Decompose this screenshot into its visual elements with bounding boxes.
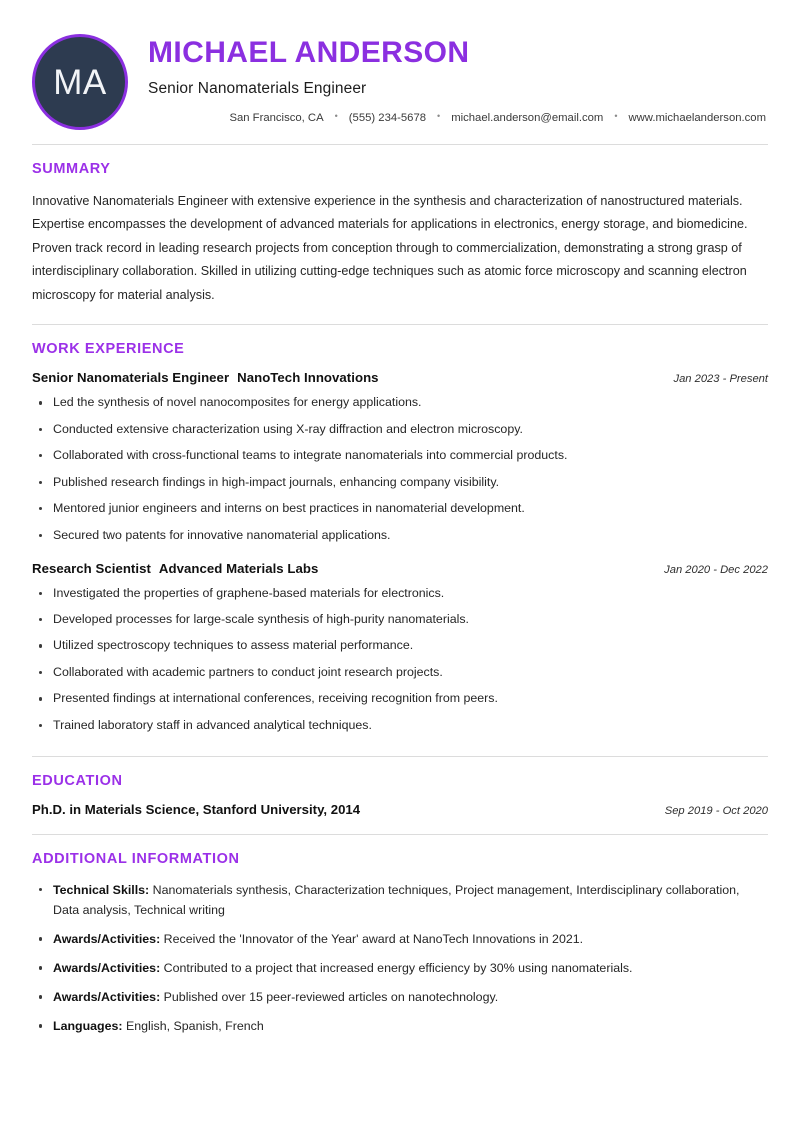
contact-separator-icon: • (334, 111, 338, 121)
experience-bullet-list (32, 394, 768, 544)
section-title-education: EDUCATION (32, 772, 123, 789)
education-entry (32, 802, 768, 817)
list-item: Collaborated with cross-functional teams to integrate nanomaterials into commercial products. (32, 447, 768, 465)
summary-body (32, 190, 768, 324)
contact-location: San Francisco, CA (229, 111, 324, 124)
additional-information-body (32, 880, 768, 1054)
experience-entry (32, 370, 768, 544)
experience-date: Jan 2020 - Dec 2022 (664, 563, 768, 576)
experience-heading (32, 370, 379, 385)
experience-date: Jan 2023 - Present (673, 373, 768, 386)
experience-entry-header (32, 370, 768, 385)
list-item: Trained laboratory staff in advanced analytical techniques. (32, 717, 768, 735)
experience-heading (32, 561, 318, 576)
contact-email[interactable]: michael.anderson@email.com (451, 111, 604, 124)
info-value: Contributed to a project that increased energy efficiency by 30% using nanomaterials. (163, 961, 633, 976)
list-item (32, 987, 768, 1007)
section-education (32, 757, 768, 834)
experience-bullet-list (32, 585, 768, 735)
summary-text: Innovative Nanomaterials Engineer with extensive experience in the synthesis and characterization of nanostructured materials. Expertise encompasses the development of advanced materials for applications in electronics, energy storage, and biomedicine. Proven track record in leading research projects from conception through to commercialization, demonstrating a strong grasp of interdisciplinary collaboration. Skilled in utilizing cutting-edge techniques such as atomic force microscopy and scanning electron microscopy for material analysis. (32, 194, 748, 302)
additional-information-list (32, 880, 768, 1037)
contact-website[interactable]: www.michaelanderson.com (628, 111, 766, 124)
list-item (32, 958, 768, 978)
section-summary (32, 145, 768, 324)
experience-entry-header (32, 561, 768, 576)
contact-phone[interactable]: (555) 234-5678 (348, 111, 427, 124)
info-value: Nanomaterials synthesis, Characterization techniques, Project management, Interdisciplinary collaboration, Data analysis, Technical writing (53, 882, 740, 918)
list-item: Secured two patents for innovative nanomaterial applications. (32, 527, 768, 545)
info-value: Received the 'Innovator of the Year' award at NanoTech Innovations in 2021. (163, 932, 584, 947)
header-text-block (128, 30, 768, 124)
work-experience-body (32, 370, 768, 756)
experience-company: NanoTech Innovations (237, 370, 379, 386)
education-date: Sep 2019 - Oct 2020 (664, 804, 768, 817)
contact-info (148, 112, 768, 124)
section-title-additional-information: ADDITIONAL INFORMATION (32, 850, 240, 867)
contact-separator-icon: • (437, 111, 441, 121)
experience-company: Advanced Materials Labs (158, 560, 319, 576)
list-item: Published research findings in high-impact journals, enhancing company visibility. (32, 474, 768, 492)
education-degree: Ph.D. in Materials Science, Stanford University, 2014 (32, 801, 361, 817)
info-label: Awards/Activities: (53, 990, 161, 1005)
list-item: Mentored junior engineers and interns on best practices in nanomaterial development. (32, 500, 768, 518)
experience-position: Research Scientist (32, 560, 151, 576)
page-title: MICHAEL ANDERSON (148, 36, 470, 69)
education-body (32, 802, 768, 834)
info-label: Awards/Activities: (53, 961, 161, 976)
experience-position: Senior Nanomaterials Engineer (32, 370, 230, 386)
list-item: Conducted extensive characterization using X-ray diffraction and electron microscopy. (32, 421, 768, 439)
section-title-summary: SUMMARY (32, 161, 111, 177)
list-item: Led the synthesis of novel nanocomposites for energy applications. (32, 394, 768, 412)
section-work-experience (32, 325, 768, 756)
info-value: Published over 15 peer-reviewed articles on nanotechnology. (163, 990, 499, 1005)
list-item: Collaborated with academic partners to conduct joint research projects. (32, 664, 768, 682)
info-label: Technical Skills: (53, 882, 150, 897)
info-label: Languages: (53, 1019, 123, 1034)
list-item (32, 929, 768, 949)
list-item: Presented findings at international conferences, receiving recognition from peers. (32, 690, 768, 708)
experience-entry (32, 561, 768, 735)
contact-separator-icon: • (614, 111, 618, 121)
list-item (32, 1016, 768, 1036)
info-value: English, Spanish, French (126, 1019, 264, 1034)
list-item (32, 880, 768, 920)
avatar (32, 34, 128, 130)
list-item: Investigated the properties of graphene-based materials for electronics. (32, 585, 768, 603)
section-additional-information (32, 835, 768, 1054)
list-item: Developed processes for large-scale synthesis of high-purity nanomaterials. (32, 611, 768, 629)
job-title: Senior Nanomaterials Engineer (148, 79, 367, 97)
info-label: Awards/Activities: (53, 932, 161, 947)
resume-header (32, 0, 768, 144)
list-item: Utilized spectroscopy techniques to assess material performance. (32, 637, 768, 655)
section-title-work-experience: WORK EXPERIENCE (32, 341, 185, 358)
avatar-initials: MA (53, 62, 107, 102)
